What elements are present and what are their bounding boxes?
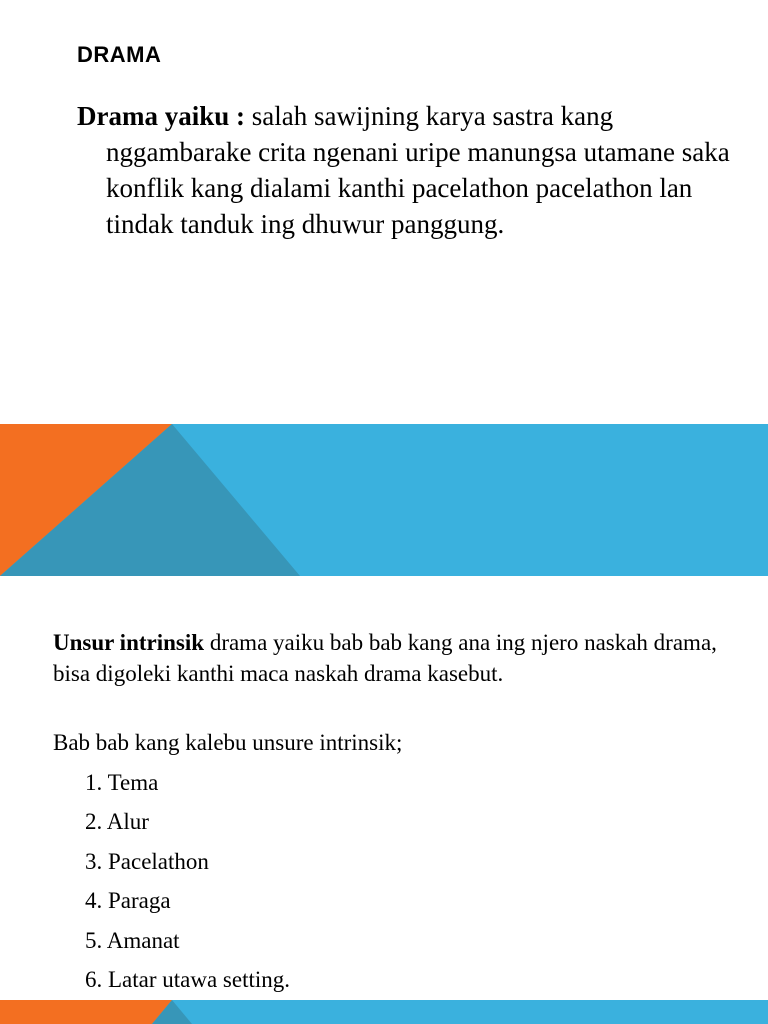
list-item-number: 4.	[85, 888, 103, 914]
list-item-label: Latar utawa setting.	[108, 966, 291, 992]
definition-text: salah sawijning karya sastra kang nggambarake crita ngenani uripe manungsa utamane saka konflik kang dialami kanthi pacelathon pacelathon lan tindak tanduk ing dhuwur panggung.	[106, 101, 730, 239]
list-item	[85, 806, 290, 845]
decorative-color-band	[0, 424, 768, 576]
list-item	[85, 964, 290, 1003]
list-item-number: 2.	[85, 809, 103, 835]
list-item-number: 5.	[85, 927, 103, 953]
slide-title: DRAMA	[77, 42, 162, 67]
intro-term: Unsur intrinsik	[53, 630, 205, 655]
list-item	[85, 846, 290, 885]
list-item-label: Alur	[106, 809, 149, 835]
list-heading: Bab bab kang kalebu unsure intrinsik;	[53, 730, 403, 755]
list-item-number: 6.	[85, 966, 103, 992]
list-item	[85, 767, 290, 806]
decorative-color-band-bottom	[0, 1000, 768, 1024]
drama-definition	[77, 98, 746, 242]
list-item-label: Tema	[107, 770, 159, 795]
list-item-label: Pacelathon	[108, 848, 209, 874]
list-item	[85, 925, 290, 964]
intrinsic-element-list	[85, 767, 290, 1003]
list-item-label: Amanat	[106, 927, 180, 953]
list-item-label: Paraga	[108, 888, 171, 914]
band-bottom-orange-triangle	[0, 1000, 172, 1024]
intrinsic-intro	[53, 627, 733, 689]
intro-text: drama yaiku bab bab kang ana ing njero naskah drama, bisa digoleki kanthi maca naskah drama kasebut.	[53, 630, 717, 686]
list-item-number: 1.	[85, 770, 103, 795]
list-item-number: 3.	[85, 848, 103, 874]
slide-2	[0, 576, 768, 1024]
definition-term: Drama yaiku :	[77, 101, 245, 131]
list-item	[85, 885, 290, 924]
